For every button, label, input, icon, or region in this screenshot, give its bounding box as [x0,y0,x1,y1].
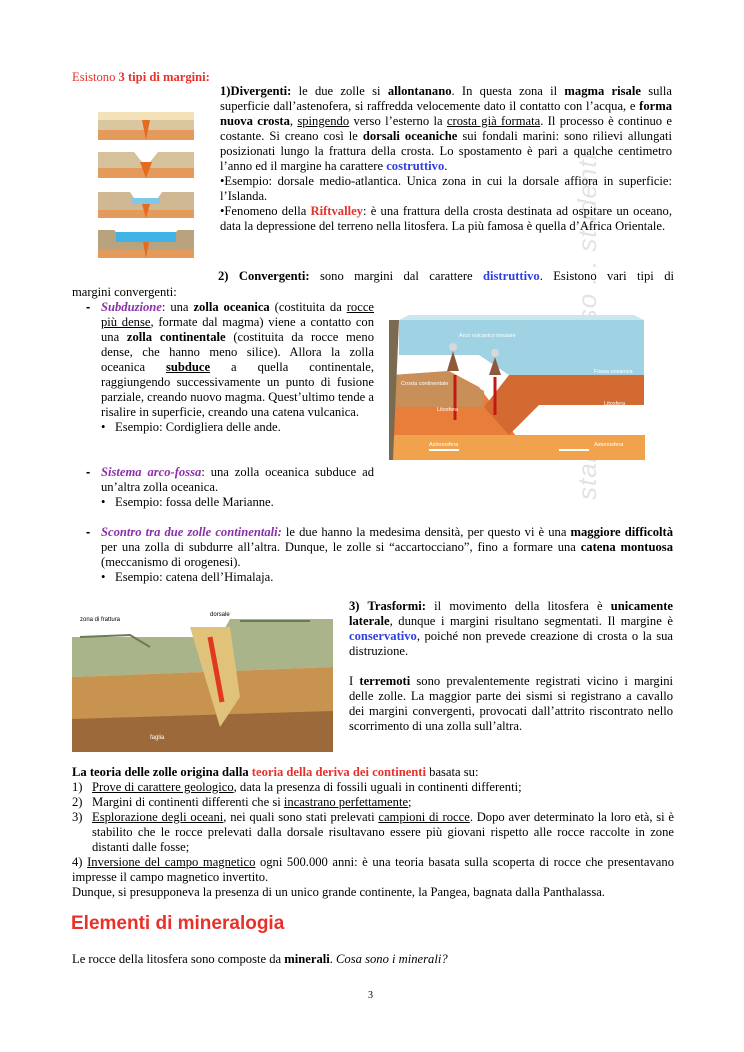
theory-item-1 [72,780,674,795]
heading-prefix: Esistono [72,70,119,84]
fig-label-litho-left: Litosfera [437,407,459,413]
t: teoria della deriva dei continenti [251,765,426,779]
bullet-dot: • [220,174,225,188]
t: Sistema arco-fossa [101,465,202,479]
t: ; [408,795,412,809]
t: magma risale [564,84,641,98]
theory-item-4 [72,855,674,885]
fig-label-fracture: zona di frattura [80,617,121,623]
t: Esplorazione degli oceani [92,810,224,824]
t: . Il processo è continuo e costante. Si creano così le [220,114,673,143]
t: forma nuova crosta [220,99,672,128]
fig-label-fault: faglia [150,735,165,741]
fig-label-litho-right: Litosfera [604,401,626,407]
fig-label-ocean: Fossa oceanica [594,369,633,375]
t: : una zolla oceanica subduce ad un’altra zolla oceanica. [101,465,374,494]
continental-collision-block [86,525,674,585]
t: . Dopo aver determinato la loro età, si è stabilito che le rocce prelevati dalla dorsale risultavano essere più giovani rispetto alle rocce raccolte in zone distanti dalle fosse; [92,810,674,854]
t: subduce [166,360,211,374]
t: Margini di continenti differenti che si [92,795,284,809]
t: crosta già formata [446,114,541,128]
subduction-figure [389,315,649,460]
collision-example: Esempio: catena dell’Himalaja. [115,570,274,584]
t: catena montuosa [580,540,673,554]
subduction-block [86,300,375,435]
dash: - [86,525,91,539]
transform-label: 3) Trasformi: [349,599,426,613]
t: dorsali oceaniche [362,129,458,143]
t: Inversione del campo magnetico [87,855,256,869]
t: , [289,114,298,128]
t: . [329,952,337,966]
t: , dunque i margini risultano segmentati. Il margine è [389,614,673,628]
t: (meccanismo di orogenesi). [101,555,241,569]
mineral-paragraph [72,952,448,967]
theory-item-2 [72,795,674,810]
t: . In questa zona il [451,84,565,98]
convergent-intro [218,269,674,284]
t: a quella continentale, raggiungendo successivamente un punto di fusione parziale, creando nuovo magma. Quest’ultimo tende a risalire in superficie, creando una catena vulcanica. [101,360,374,419]
t: Cosa sono i minerali? [336,952,448,966]
page-number: 3 [368,990,373,1001]
bullet-dot: • [101,420,106,434]
t: unicamente laterale [349,599,673,628]
theory-closing: Dunque, si presupponeva la presenza di un unico grande continente, la Pangea, bagnata dalla Panthalassa. [72,885,605,899]
t: minerali [284,952,330,966]
t: conservativo [349,629,417,643]
t: incastrano perfettamente [283,795,409,809]
t: . [444,159,448,173]
t: ogni 500.000 anni: è una teoria basata sulla scoperta di rocce che presentavano impresse il campo magnetico invertito. [72,855,674,884]
t: , nei quali sono stati prelevati [223,810,379,824]
transform-figure [70,607,335,752]
t: il movimento della litosfera è [425,599,611,613]
bullet-dot: • [220,204,225,218]
fig-label-astheno-right: Astenosfera [594,442,624,448]
transform-paragraph [349,599,673,659]
t: zolla oceanica [193,300,270,314]
t: 2) [72,795,83,809]
t: terremoti [359,674,411,688]
divergent-paragraph [220,84,672,234]
fig-label-crust: Crosta continentale [401,381,449,387]
earthquake-paragraph [349,674,673,734]
t: 4) [72,855,88,869]
t: . Esistono vari tipi di [539,269,674,283]
theory-heading [72,765,674,780]
t: : è una frattura della crosta destinata ad ospitare un oceano, data la depressione del terreno nella litosfera. La più famosa è quella d’Africa Orientale. [220,204,672,233]
divergent-label: 1)Divergenti: [220,84,292,98]
t: La teoria delle zolle origina dalla [72,765,252,779]
t: I [349,674,360,688]
section-heading-mineralogy: Elementi di mineralogia [71,913,285,934]
convergent-intro-2: margini convergenti: [72,285,177,299]
bullet-dot: • [101,570,106,584]
theory-block [72,765,674,900]
t: Scontro tra due zolle continentali: [101,525,282,539]
t: sono margini dal carattere [309,269,484,283]
t: le due zolle si [291,84,388,98]
t: , poiché non prevede creazione di crosta o la sua distruzione. [349,629,673,658]
fig-label-astheno-left: Astenosfera [429,442,459,448]
fig-label-ridge: dorsale [210,612,230,618]
subduction-example: Esempio: Cordigliera delle ande. [115,420,281,434]
t: le due hanno la medesima densità, per questo vi è una [281,525,571,539]
t: 3) [72,810,83,824]
dash: - [86,465,91,479]
arc-example: Esempio: fossa delle Marianne. [115,495,274,509]
convergent-label: 2) Convergenti: [218,269,310,283]
t: costruttivo [386,159,445,173]
t: rocce più dense [101,300,374,329]
t: (costituita da [269,300,347,314]
t: 1) [72,780,83,794]
t: sono prevalentemente registrati vicino i margini delle zolle. La maggior parte dei sismi si registrano a cavallo dei margini convergenti, provocati dall’attrito riscontrato nello scorrimento di una zolla sull’altra. [349,674,674,733]
bullet-dot: • [101,495,106,509]
t: (costituita da rocce meno dense, che hanno meno silice). Allora la zolla oceanica [101,330,374,374]
divergent-example: Esempio: dorsale medio-atlantica. Unica zona in cui la dorsale affiora in superficie: l’Islanda. [220,174,672,203]
t: , data la presenza di fossili uguali in continenti differenti; [233,780,522,794]
t: , formate dal magma) viene a contatto con una [101,315,375,344]
heading-bold: 3 tipi di margini: [118,70,210,84]
theory-item-3 [72,810,674,855]
t: : una [161,300,194,314]
t: zolla continentale [126,330,226,344]
dash: - [86,300,91,314]
t: Riftvalley [310,204,363,218]
arc-trench-block [86,465,374,510]
t: spingendo [297,114,350,128]
fig-label-arc: Arco vulcanico insulare [459,333,516,339]
t: maggiore difficoltà [570,525,674,539]
t: Le rocce della litosfera sono composte da [72,952,285,966]
t: distruttivo [483,269,540,283]
t: Fenomeno della [224,204,311,218]
t: campioni di rocce [378,810,470,824]
t: verso l’esterno la [349,114,447,128]
t: Subduzione [101,300,162,314]
t: Prove di carattere geologico [92,780,234,794]
margins-heading [72,70,210,85]
t: sulla superficie dall’astenofera, si raffredda velocemente dato il contatto con l’acqua, e [220,84,672,113]
t: per una zolla di subdurre all’altra. Dunque, le zolle si “accartocciano”, fino a formare una [101,540,581,554]
t: sui fondali marini: sono rilievi allungati posizionati lungo la frattura della crosta. Lo spostamento è pari a qualche centimetro l’anno ed il margine ha carattere [220,129,672,173]
divergent-figure [94,106,198,266]
t: basata su: [426,765,479,779]
t: allontanano [387,84,452,98]
